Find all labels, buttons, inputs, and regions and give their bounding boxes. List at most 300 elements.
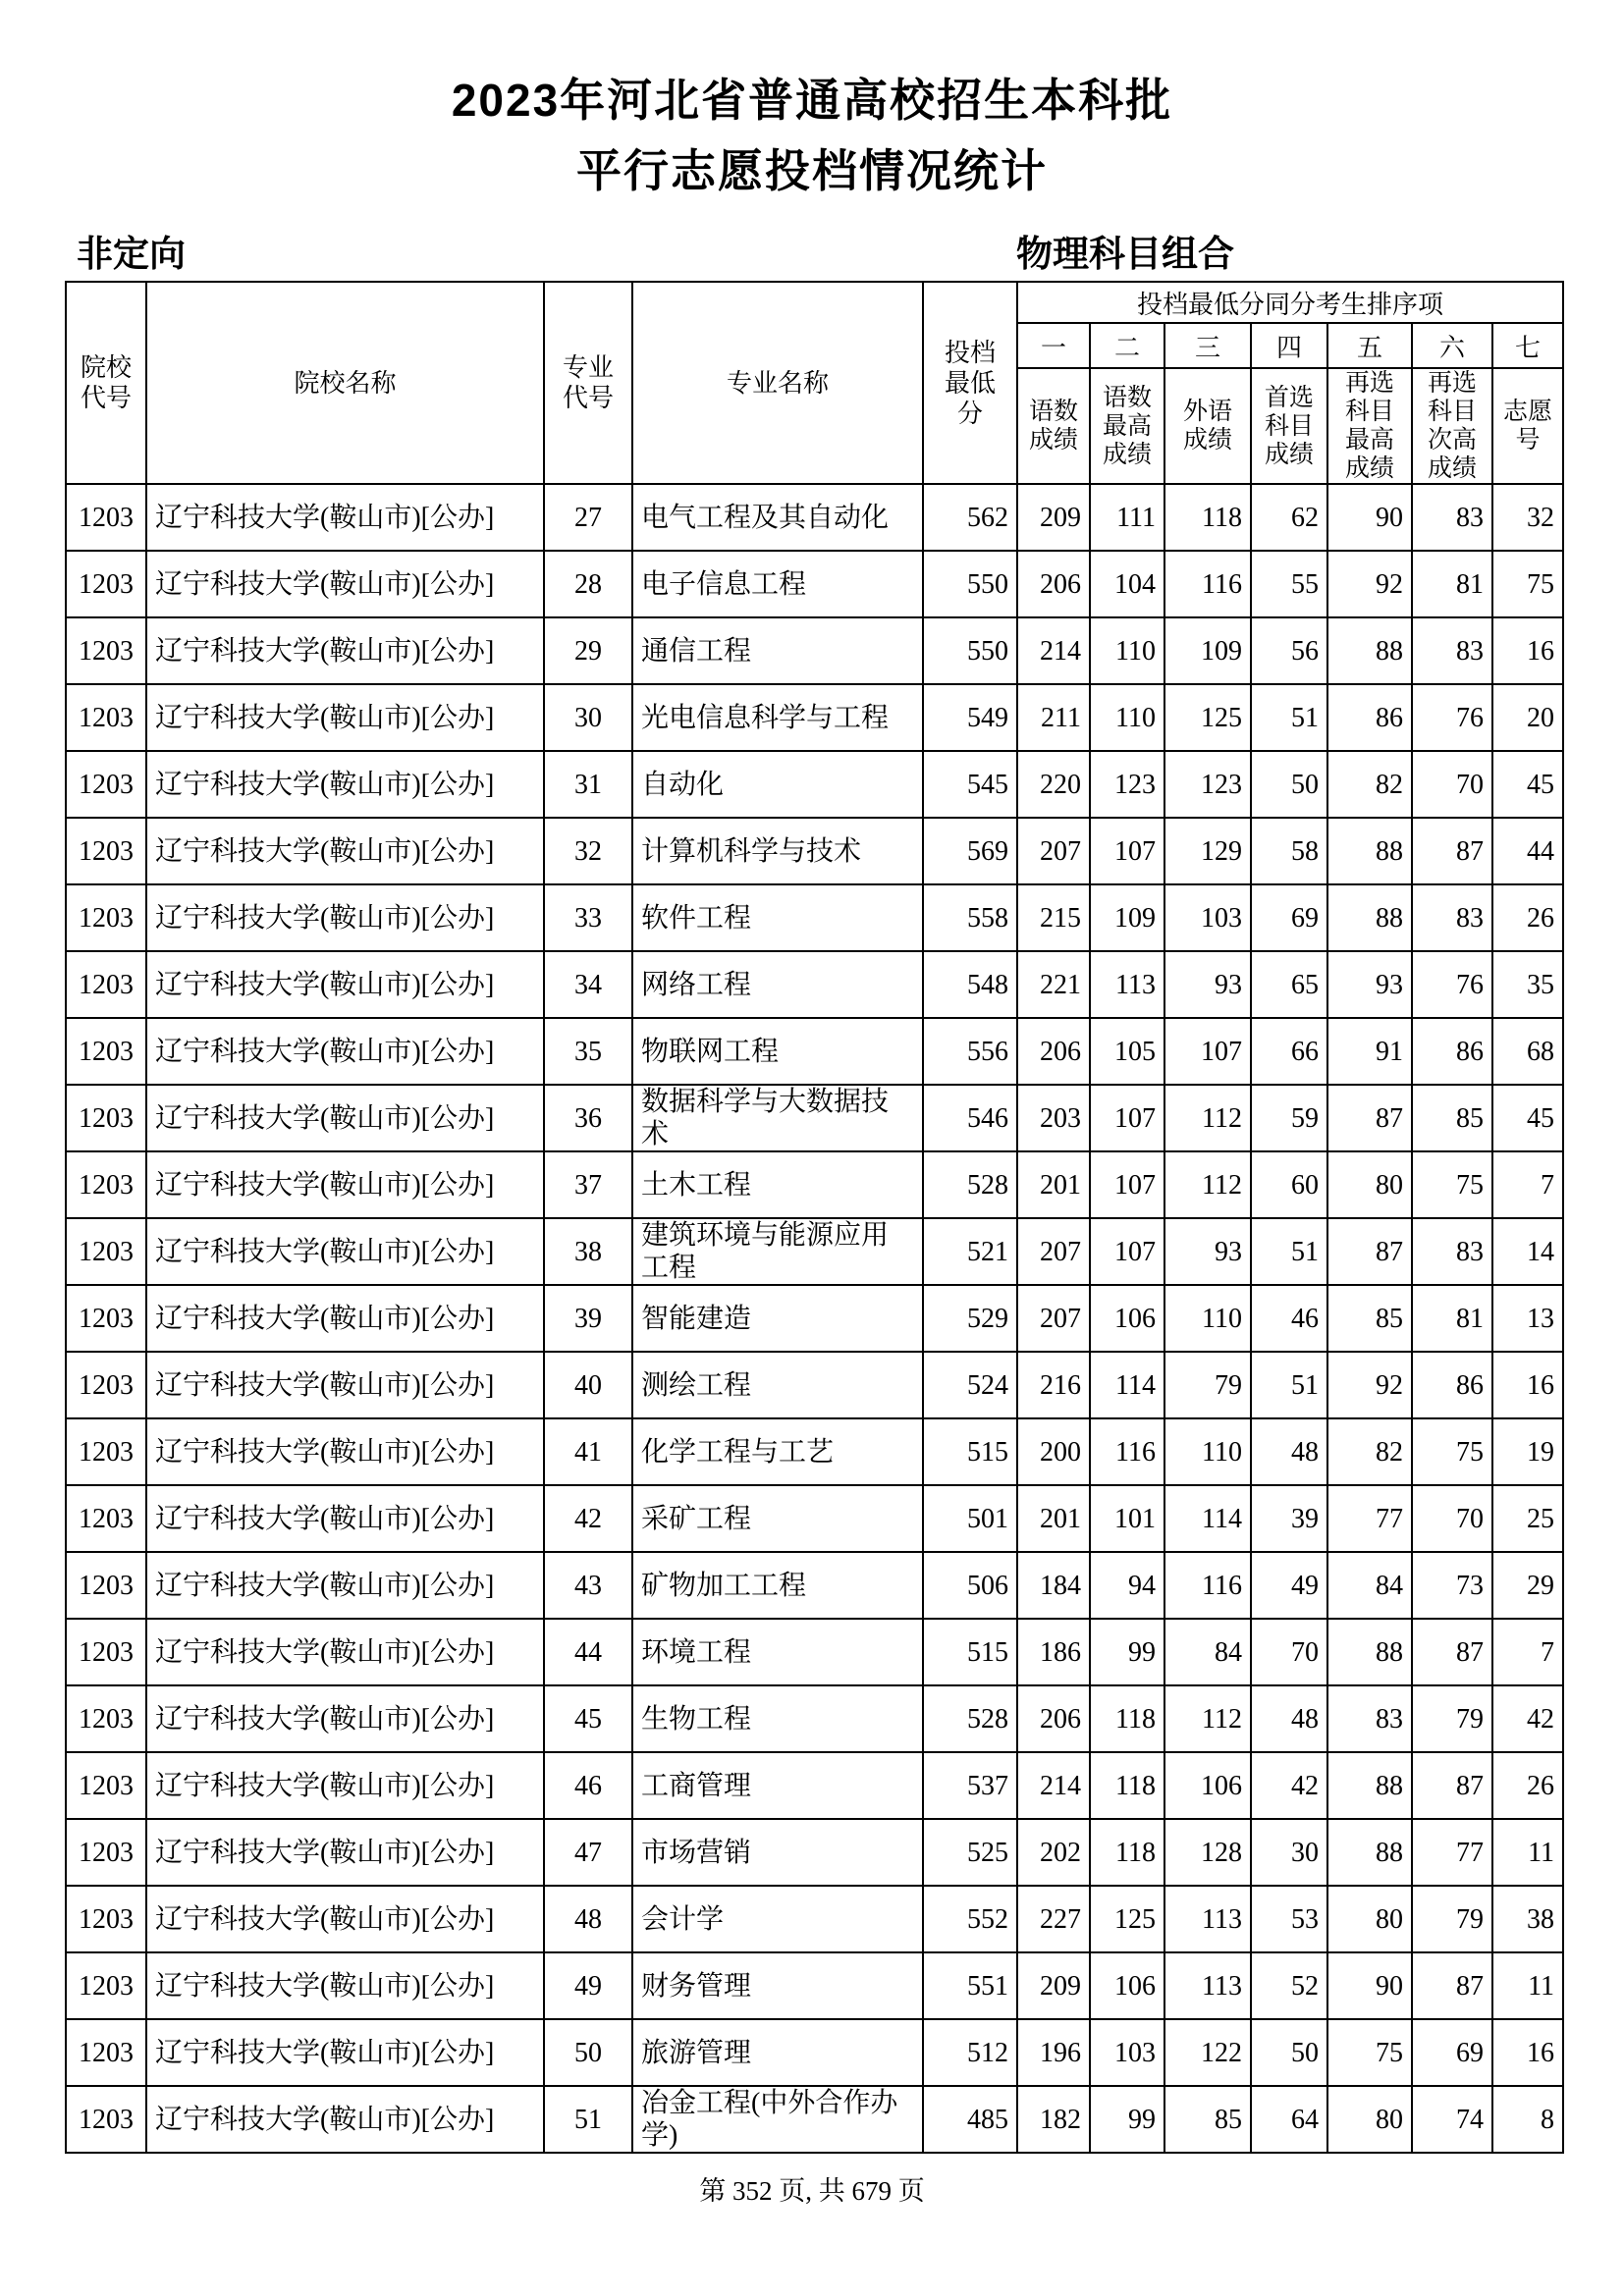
cell-min-score: 521	[923, 1218, 1017, 1285]
cell-major-name: 生物工程	[632, 1685, 923, 1752]
cell-rank-5: 86	[1327, 684, 1412, 751]
cell-min-score: 506	[923, 1552, 1017, 1619]
cell-rank-1: 182	[1017, 2086, 1090, 2153]
cell-rank-2: 106	[1090, 1952, 1164, 2019]
cell-rank-3: 79	[1164, 1352, 1251, 1418]
cell-rank-3: 93	[1164, 1218, 1251, 1285]
header-row-main	[66, 282, 1563, 323]
table-row	[66, 1886, 1563, 1952]
cell-rank-2: 118	[1090, 1819, 1164, 1886]
cell-min-score: 528	[923, 1151, 1017, 1218]
cell-rank-5: 87	[1327, 1218, 1412, 1285]
cell-college-code: 1203	[66, 2019, 146, 2086]
cell-rank-2: 105	[1090, 1018, 1164, 1085]
cell-rank-2: 104	[1090, 551, 1164, 617]
col-header-sub-4: 首选科目成绩	[1251, 368, 1327, 484]
admissions-table	[65, 281, 1564, 2154]
table-row	[66, 1752, 1563, 1819]
cell-rank-5: 88	[1327, 1619, 1412, 1685]
cell-rank-3: 85	[1164, 2086, 1251, 2153]
cell-rank-6: 75	[1412, 1418, 1492, 1485]
cell-volunteer-number: 32	[1492, 484, 1563, 551]
cell-min-score: 556	[923, 1018, 1017, 1085]
page-footer: 第 352 页, 共 679 页	[699, 2176, 925, 2206]
cell-volunteer-number: 75	[1492, 551, 1563, 617]
cell-volunteer-number: 8	[1492, 2086, 1563, 2153]
cell-college-name: 辽宁科技大学(鞍山市)[公办]	[146, 951, 544, 1018]
cell-rank-4: 50	[1251, 751, 1327, 818]
cell-major-name: 网络工程	[632, 951, 923, 1018]
col-header-sub-1: 语数成绩	[1017, 368, 1090, 484]
cell-college-name: 辽宁科技大学(鞍山市)[公办]	[146, 551, 544, 617]
cell-major-code: 44	[544, 1619, 632, 1685]
cell-volunteer-number: 25	[1492, 1485, 1563, 1552]
cell-major-name: 工商管理	[632, 1752, 923, 1819]
cell-rank-1: 211	[1017, 684, 1090, 751]
table-row	[66, 1352, 1563, 1418]
cell-college-name: 辽宁科技大学(鞍山市)[公办]	[146, 617, 544, 684]
table-row	[66, 884, 1563, 951]
col-header-sub-6: 再选科目次高成绩	[1412, 368, 1492, 484]
col-header-ordinal-2: 二	[1090, 323, 1164, 368]
table-row	[66, 1952, 1563, 2019]
col-header-sub-7: 志愿号	[1492, 368, 1563, 484]
cell-rank-2: 106	[1090, 1285, 1164, 1352]
cell-college-name: 辽宁科技大学(鞍山市)[公办]	[146, 1418, 544, 1485]
cell-major-code: 29	[544, 617, 632, 684]
table-row	[66, 617, 1563, 684]
cell-rank-1: 214	[1017, 1752, 1090, 1819]
cell-rank-6: 83	[1412, 617, 1492, 684]
cell-major-code: 33	[544, 884, 632, 951]
cell-major-code: 41	[544, 1418, 632, 1485]
cell-min-score: 528	[923, 1685, 1017, 1752]
cell-rank-1: 206	[1017, 1018, 1090, 1085]
cell-college-name: 辽宁科技大学(鞍山市)[公办]	[146, 1151, 544, 1218]
cell-min-score: 529	[923, 1285, 1017, 1352]
cell-college-code: 1203	[66, 751, 146, 818]
cell-major-name: 软件工程	[632, 884, 923, 951]
cell-rank-3: 122	[1164, 2019, 1251, 2086]
cell-college-code: 1203	[66, 1285, 146, 1352]
cell-rank-1: 220	[1017, 751, 1090, 818]
cell-rank-1: 186	[1017, 1619, 1090, 1685]
cell-rank-6: 85	[1412, 1085, 1492, 1151]
cell-min-score: 551	[923, 1952, 1017, 2019]
cell-rank-3: 128	[1164, 1819, 1251, 1886]
cell-rank-5: 82	[1327, 1418, 1412, 1485]
cell-major-code: 36	[544, 1085, 632, 1151]
col-header-sub-5: 再选科目最高成绩	[1327, 368, 1412, 484]
cell-rank-4: 50	[1251, 2019, 1327, 2086]
cell-college-code: 1203	[66, 1886, 146, 1952]
cell-volunteer-number: 16	[1492, 617, 1563, 684]
cell-college-name: 辽宁科技大学(鞍山市)[公办]	[146, 2019, 544, 2086]
cell-major-name: 市场营销	[632, 1819, 923, 1886]
cell-college-code: 1203	[66, 617, 146, 684]
cell-rank-6: 81	[1412, 551, 1492, 617]
cell-rank-2: 94	[1090, 1552, 1164, 1619]
table-row	[66, 1018, 1563, 1085]
cell-college-code: 1203	[66, 551, 146, 617]
cell-rank-2: 111	[1090, 484, 1164, 551]
cell-rank-3: 116	[1164, 1552, 1251, 1619]
cell-rank-5: 83	[1327, 1685, 1412, 1752]
cell-rank-5: 92	[1327, 1352, 1412, 1418]
cell-rank-6: 75	[1412, 1151, 1492, 1218]
cell-rank-4: 58	[1251, 818, 1327, 884]
table-row	[66, 751, 1563, 818]
cell-major-code: 45	[544, 1685, 632, 1752]
cell-rank-5: 84	[1327, 1552, 1412, 1619]
col-header-ordinal-6: 六	[1412, 323, 1492, 368]
cell-rank-6: 76	[1412, 951, 1492, 1018]
cell-rank-6: 76	[1412, 684, 1492, 751]
cell-major-name: 数据科学与大数据技术	[632, 1085, 923, 1151]
cell-rank-2: 107	[1090, 1151, 1164, 1218]
cell-min-score: 550	[923, 551, 1017, 617]
cell-major-code: 50	[544, 2019, 632, 2086]
cell-rank-5: 80	[1327, 1886, 1412, 1952]
cell-major-code: 42	[544, 1485, 632, 1552]
cell-major-code: 30	[544, 684, 632, 751]
cell-rank-1: 196	[1017, 2019, 1090, 2086]
cell-min-score: 558	[923, 884, 1017, 951]
cell-major-code: 34	[544, 951, 632, 1018]
cell-major-code: 32	[544, 818, 632, 884]
cell-rank-4: 46	[1251, 1285, 1327, 1352]
cell-major-code: 27	[544, 484, 632, 551]
cell-major-code: 38	[544, 1218, 632, 1285]
cell-rank-1: 206	[1017, 551, 1090, 617]
cell-rank-4: 42	[1251, 1752, 1327, 1819]
cell-rank-3: 114	[1164, 1485, 1251, 1552]
cell-rank-1: 209	[1017, 1952, 1090, 2019]
cell-college-code: 1203	[66, 2086, 146, 2153]
cell-rank-2: 116	[1090, 1418, 1164, 1485]
table-row	[66, 1151, 1563, 1218]
cell-rank-5: 80	[1327, 2086, 1412, 2153]
cell-rank-5: 87	[1327, 1085, 1412, 1151]
cell-rank-6: 70	[1412, 1485, 1492, 1552]
table-row	[66, 2086, 1563, 2153]
cell-rank-3: 113	[1164, 1886, 1251, 1952]
cell-rank-5: 85	[1327, 1285, 1412, 1352]
cell-college-name: 辽宁科技大学(鞍山市)[公办]	[146, 751, 544, 818]
cell-rank-5: 77	[1327, 1485, 1412, 1552]
cell-major-name: 光电信息科学与工程	[632, 684, 923, 751]
page-title-line2: 平行志愿投档情况统计	[576, 145, 1048, 196]
cell-college-name: 辽宁科技大学(鞍山市)[公办]	[146, 818, 544, 884]
cell-rank-4: 66	[1251, 1018, 1327, 1085]
col-header-ordinal-4: 四	[1251, 323, 1327, 368]
cell-college-code: 1203	[66, 818, 146, 884]
col-header-ordinal-5: 五	[1327, 323, 1412, 368]
cell-college-code: 1203	[66, 1819, 146, 1886]
cell-rank-3: 106	[1164, 1752, 1251, 1819]
cell-rank-4: 64	[1251, 2086, 1327, 2153]
cell-college-code: 1203	[66, 1085, 146, 1151]
cell-volunteer-number: 45	[1492, 1085, 1563, 1151]
cell-rank-4: 48	[1251, 1685, 1327, 1752]
cell-rank-4: 60	[1251, 1151, 1327, 1218]
cell-min-score: 550	[923, 617, 1017, 684]
cell-rank-5: 90	[1327, 1952, 1412, 2019]
cell-rank-2: 109	[1090, 884, 1164, 951]
cell-college-name: 辽宁科技大学(鞍山市)[公办]	[146, 1886, 544, 1952]
cell-rank-4: 51	[1251, 1218, 1327, 1285]
cell-major-name: 电子信息工程	[632, 551, 923, 617]
cell-rank-6: 83	[1412, 1218, 1492, 1285]
cell-rank-1: 207	[1017, 1218, 1090, 1285]
col-header-college-name: 院校名称	[146, 282, 544, 484]
cell-rank-2: 118	[1090, 1685, 1164, 1752]
section-labels	[65, 220, 1564, 273]
cell-rank-6: 73	[1412, 1552, 1492, 1619]
cell-rank-5: 88	[1327, 818, 1412, 884]
cell-college-name: 辽宁科技大学(鞍山市)[公办]	[146, 1952, 544, 2019]
cell-rank-2: 113	[1090, 951, 1164, 1018]
cell-major-name: 自动化	[632, 751, 923, 818]
cell-rank-4: 69	[1251, 884, 1327, 951]
cell-rank-3: 112	[1164, 1685, 1251, 1752]
cell-major-name: 环境工程	[632, 1619, 923, 1685]
cell-college-code: 1203	[66, 1018, 146, 1085]
cell-rank-6: 79	[1412, 1685, 1492, 1752]
cell-min-score: 546	[923, 1085, 1017, 1151]
cell-rank-3: 107	[1164, 1018, 1251, 1085]
cell-college-name: 辽宁科技大学(鞍山市)[公办]	[146, 884, 544, 951]
cell-rank-3: 125	[1164, 684, 1251, 751]
cell-volunteer-number: 35	[1492, 951, 1563, 1018]
table-row	[66, 551, 1563, 617]
cell-college-name: 辽宁科技大学(鞍山市)[公办]	[146, 2086, 544, 2153]
cell-rank-2: 110	[1090, 684, 1164, 751]
cell-rank-6: 81	[1412, 1285, 1492, 1352]
cell-rank-3: 110	[1164, 1285, 1251, 1352]
cell-rank-2: 103	[1090, 2019, 1164, 2086]
table-row	[66, 684, 1563, 751]
cell-rank-4: 30	[1251, 1819, 1327, 1886]
cell-rank-5: 90	[1327, 484, 1412, 551]
table-body	[66, 484, 1563, 2153]
cell-rank-3: 112	[1164, 1151, 1251, 1218]
table-row	[66, 951, 1563, 1018]
cell-rank-4: 70	[1251, 1619, 1327, 1685]
col-header-sub-3: 外语成绩	[1164, 368, 1251, 484]
cell-volunteer-number: 13	[1492, 1285, 1563, 1352]
cell-rank-4: 56	[1251, 617, 1327, 684]
cell-rank-4: 65	[1251, 951, 1327, 1018]
cell-major-name: 化学工程与工艺	[632, 1418, 923, 1485]
cell-min-score: 515	[923, 1619, 1017, 1685]
cell-rank-5: 88	[1327, 884, 1412, 951]
cell-major-code: 43	[544, 1552, 632, 1619]
table-row	[66, 1085, 1563, 1151]
cell-rank-3: 129	[1164, 818, 1251, 884]
cell-major-code: 35	[544, 1018, 632, 1085]
cell-major-name: 旅游管理	[632, 2019, 923, 2086]
cell-volunteer-number: 44	[1492, 818, 1563, 884]
cell-rank-5: 82	[1327, 751, 1412, 818]
table-row	[66, 1218, 1563, 1285]
cell-rank-1: 203	[1017, 1085, 1090, 1151]
cell-rank-5: 88	[1327, 1819, 1412, 1886]
cell-college-name: 辽宁科技大学(鞍山市)[公办]	[146, 1485, 544, 1552]
cell-major-name: 通信工程	[632, 617, 923, 684]
cell-min-score: 569	[923, 818, 1017, 884]
table-row	[66, 1485, 1563, 1552]
cell-rank-2: 118	[1090, 1752, 1164, 1819]
cell-rank-1: 221	[1017, 951, 1090, 1018]
cell-volunteer-number: 68	[1492, 1018, 1563, 1085]
cell-rank-3: 109	[1164, 617, 1251, 684]
cell-min-score: 548	[923, 951, 1017, 1018]
cell-major-name: 冶金工程(中外合作办学)	[632, 2086, 923, 2153]
cell-college-name: 辽宁科技大学(鞍山市)[公办]	[146, 1018, 544, 1085]
cell-college-name: 辽宁科技大学(鞍山市)[公办]	[146, 684, 544, 751]
cell-major-code: 47	[544, 1819, 632, 1886]
cell-rank-4: 55	[1251, 551, 1327, 617]
cell-college-code: 1203	[66, 1485, 146, 1552]
cell-college-code: 1203	[66, 1418, 146, 1485]
cell-min-score: 545	[923, 751, 1017, 818]
cell-min-score: 562	[923, 484, 1017, 551]
cell-rank-2: 123	[1090, 751, 1164, 818]
cell-rank-1: 201	[1017, 1485, 1090, 1552]
cell-min-score: 552	[923, 1886, 1017, 1952]
cell-rank-4: 51	[1251, 1352, 1327, 1418]
cell-volunteer-number: 11	[1492, 1819, 1563, 1886]
cell-major-name: 智能建造	[632, 1285, 923, 1352]
cell-min-score: 537	[923, 1752, 1017, 1819]
cell-volunteer-number: 26	[1492, 1752, 1563, 1819]
cell-volunteer-number: 19	[1492, 1418, 1563, 1485]
cell-college-code: 1203	[66, 1685, 146, 1752]
cell-min-score: 512	[923, 2019, 1017, 2086]
cell-rank-4: 39	[1251, 1485, 1327, 1552]
cell-rank-3: 118	[1164, 484, 1251, 551]
cell-college-name: 辽宁科技大学(鞍山市)[公办]	[146, 1218, 544, 1285]
cell-min-score: 485	[923, 2086, 1017, 2153]
cell-min-score: 515	[923, 1418, 1017, 1485]
cell-major-code: 31	[544, 751, 632, 818]
cell-major-name: 测绘工程	[632, 1352, 923, 1418]
cell-rank-1: 214	[1017, 617, 1090, 684]
cell-rank-4: 48	[1251, 1418, 1327, 1485]
cell-major-name: 财务管理	[632, 1952, 923, 2019]
col-header-min-score: 投档最低分	[923, 282, 1017, 484]
cell-rank-2: 114	[1090, 1352, 1164, 1418]
cell-volunteer-number: 29	[1492, 1552, 1563, 1619]
cell-college-name: 辽宁科技大学(鞍山市)[公办]	[146, 1085, 544, 1151]
cell-rank-5: 80	[1327, 1151, 1412, 1218]
cell-rank-4: 53	[1251, 1886, 1327, 1952]
cell-volunteer-number: 16	[1492, 1352, 1563, 1418]
cell-major-code: 49	[544, 1952, 632, 2019]
cell-volunteer-number: 38	[1492, 1886, 1563, 1952]
col-header-tiebreak-group: 投档最低分同分考生排序项	[1017, 282, 1563, 323]
cell-volunteer-number: 42	[1492, 1685, 1563, 1752]
cell-min-score: 501	[923, 1485, 1017, 1552]
cell-college-code: 1203	[66, 1352, 146, 1418]
cell-major-name: 会计学	[632, 1886, 923, 1952]
table-row	[66, 1619, 1563, 1685]
cell-rank-2: 110	[1090, 617, 1164, 684]
cell-college-code: 1203	[66, 951, 146, 1018]
col-header-ordinal-1: 一	[1017, 323, 1090, 368]
cell-college-name: 辽宁科技大学(鞍山市)[公办]	[146, 1619, 544, 1685]
cell-rank-1: 206	[1017, 1685, 1090, 1752]
cell-rank-1: 209	[1017, 484, 1090, 551]
cell-rank-4: 49	[1251, 1552, 1327, 1619]
cell-rank-6: 87	[1412, 818, 1492, 884]
cell-volunteer-number: 14	[1492, 1218, 1563, 1285]
cell-major-name: 电气工程及其自动化	[632, 484, 923, 551]
cell-rank-1: 200	[1017, 1418, 1090, 1485]
cell-college-code: 1203	[66, 1752, 146, 1819]
cell-rank-5: 88	[1327, 617, 1412, 684]
cell-major-code: 28	[544, 551, 632, 617]
cell-college-name: 辽宁科技大学(鞍山市)[公办]	[146, 1819, 544, 1886]
cell-volunteer-number: 7	[1492, 1151, 1563, 1218]
cell-college-name: 辽宁科技大学(鞍山市)[公办]	[146, 1352, 544, 1418]
cell-major-code: 51	[544, 2086, 632, 2153]
cell-rank-5: 88	[1327, 1752, 1412, 1819]
cell-college-code: 1203	[66, 1151, 146, 1218]
col-header-major-code: 专业代号	[544, 282, 632, 484]
cell-college-code: 1203	[66, 1952, 146, 2019]
col-header-college-code: 院校代号	[66, 282, 146, 484]
cell-rank-2: 125	[1090, 1886, 1164, 1952]
cell-rank-2: 107	[1090, 1218, 1164, 1285]
cell-college-code: 1203	[66, 1218, 146, 1285]
cell-rank-5: 93	[1327, 951, 1412, 1018]
cell-rank-1: 202	[1017, 1819, 1090, 1886]
table-row	[66, 1285, 1563, 1352]
table-row	[66, 484, 1563, 551]
cell-rank-1: 207	[1017, 1285, 1090, 1352]
cell-major-code: 37	[544, 1151, 632, 1218]
cell-major-code: 46	[544, 1752, 632, 1819]
col-header-major-name: 专业名称	[632, 282, 923, 484]
table-row	[66, 1552, 1563, 1619]
cell-college-name: 辽宁科技大学(鞍山市)[公办]	[146, 1685, 544, 1752]
cell-rank-6: 69	[1412, 2019, 1492, 2086]
cell-rank-6: 79	[1412, 1886, 1492, 1952]
cell-rank-6: 87	[1412, 1619, 1492, 1685]
col-header-sub-2: 语数最高成绩	[1090, 368, 1164, 484]
cell-major-name: 采矿工程	[632, 1485, 923, 1552]
cell-rank-1: 201	[1017, 1151, 1090, 1218]
cell-major-name: 土木工程	[632, 1151, 923, 1218]
cell-rank-1: 216	[1017, 1352, 1090, 1418]
orientation-label: 非定向	[77, 234, 186, 274]
cell-major-code: 48	[544, 1886, 632, 1952]
cell-volunteer-number: 11	[1492, 1952, 1563, 2019]
cell-rank-4: 59	[1251, 1085, 1327, 1151]
cell-rank-1: 207	[1017, 818, 1090, 884]
cell-college-name: 辽宁科技大学(鞍山市)[公办]	[146, 484, 544, 551]
cell-rank-6: 74	[1412, 2086, 1492, 2153]
cell-college-code: 1203	[66, 484, 146, 551]
cell-rank-3: 93	[1164, 951, 1251, 1018]
cell-min-score: 549	[923, 684, 1017, 751]
subject-group-label: 物理科目组合	[1016, 234, 1234, 274]
cell-college-name: 辽宁科技大学(鞍山市)[公办]	[146, 1285, 544, 1352]
table-row	[66, 1819, 1563, 1886]
cell-college-name: 辽宁科技大学(鞍山市)[公办]	[146, 1752, 544, 1819]
